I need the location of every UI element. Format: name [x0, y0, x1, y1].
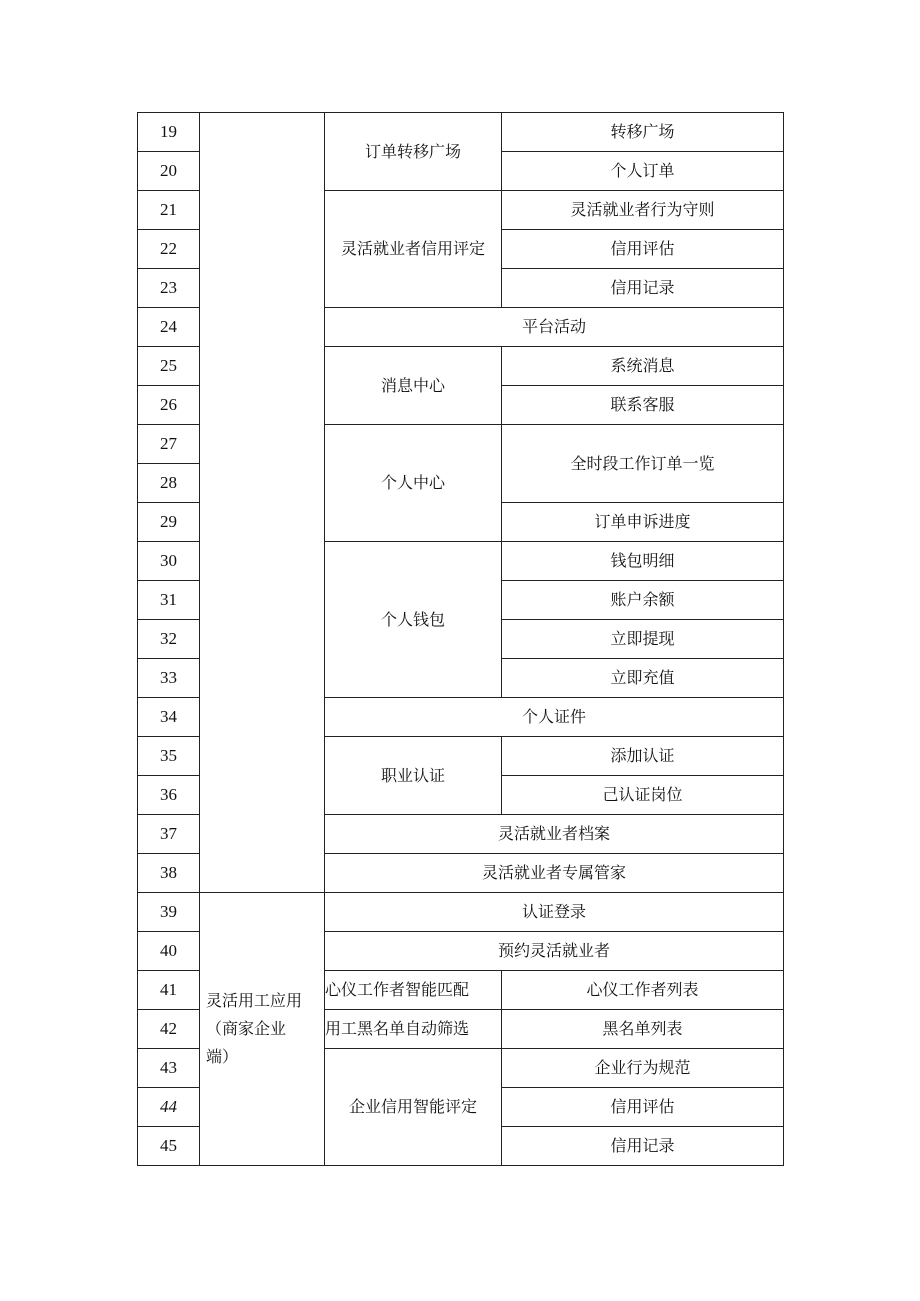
level3-cell: 钱包明细: [502, 542, 784, 581]
merged-cell: 灵活就业者档案: [325, 815, 784, 854]
row-number: 30: [138, 542, 200, 581]
row-number: 29: [138, 503, 200, 542]
level3-cell: 系统消息: [502, 347, 784, 386]
level2-cell: 灵活就业者信用评定: [325, 191, 502, 308]
section-cell-merchant: [200, 893, 325, 1166]
merged-cell: 个人证件: [325, 698, 784, 737]
row-number: 25: [138, 347, 200, 386]
level3-cell: 订单申诉进度: [502, 503, 784, 542]
level3-cell: 心仪工作者列表: [502, 971, 784, 1010]
level3-cell: 灵活就业者行为守则: [502, 191, 784, 230]
level3-cell: 联系客服: [502, 386, 784, 425]
level3-cell: 信用评估: [502, 1088, 784, 1127]
level3-cell: 黑名单列表: [502, 1010, 784, 1049]
row-number: 31: [138, 581, 200, 620]
level3-cell: 信用记录: [502, 269, 784, 308]
merged-cell: 预约灵活就业者: [325, 932, 784, 971]
level3-cell: 企业行为规范: [502, 1049, 784, 1088]
level2-cell: 用工黑名单自动筛选: [325, 1010, 502, 1049]
level3-cell: 立即提现: [502, 620, 784, 659]
row-number: 45: [138, 1127, 200, 1166]
row-number: 23: [138, 269, 200, 308]
row-number: 27: [138, 425, 200, 464]
level2-cell: 个人钱包: [325, 542, 502, 698]
merged-cell: 平台活动: [325, 308, 784, 347]
level3-cell: 信用记录: [502, 1127, 784, 1166]
level2-cell: 心仪工作者智能匹配: [325, 971, 502, 1010]
section-label-line3: 端）: [206, 1047, 239, 1066]
row-number: 39: [138, 893, 200, 932]
row-number: 22: [138, 230, 200, 269]
level3-cell: 信用评估: [502, 230, 784, 269]
level2-cell: 订单转移广场: [325, 113, 502, 191]
row-number: 20: [138, 152, 200, 191]
row-number: 36: [138, 776, 200, 815]
merged-cell: 灵活就业者专属管家: [325, 854, 784, 893]
row-number: 42: [138, 1010, 200, 1049]
row-number: 37: [138, 815, 200, 854]
row-number: 24: [138, 308, 200, 347]
level3-cell: 转移广场: [502, 113, 784, 152]
row-number: 40: [138, 932, 200, 971]
level2-cell: 消息中心: [325, 347, 502, 425]
level2-cell: 个人中心: [325, 425, 502, 542]
row-number: 35: [138, 737, 200, 776]
table-row: [138, 893, 784, 932]
row-number: 34: [138, 698, 200, 737]
row-number: 33: [138, 659, 200, 698]
row-number: 41: [138, 971, 200, 1010]
level3-cell: 添加认证: [502, 737, 784, 776]
level3-cell: 账户余额: [502, 581, 784, 620]
section-label-line1: 灵活用工应用: [206, 991, 303, 1010]
row-number: 19: [138, 113, 200, 152]
section-label-line2: （商家企业: [206, 1019, 287, 1038]
spec-table: [137, 112, 784, 1166]
row-number: 44: [138, 1088, 200, 1127]
level3-cell: 全时段工作订单一览: [502, 425, 784, 503]
merged-cell: 认证登录: [325, 893, 784, 932]
row-number: 26: [138, 386, 200, 425]
row-number: 21: [138, 191, 200, 230]
level3-cell: 立即充值: [502, 659, 784, 698]
row-number: 32: [138, 620, 200, 659]
level2-cell: 职业认证: [325, 737, 502, 815]
section-cell-worker: [200, 113, 325, 893]
level3-cell: 个人订单: [502, 152, 784, 191]
level2-cell: 企业信用智能评定: [325, 1049, 502, 1166]
level3-cell: 己认证岗位: [502, 776, 784, 815]
row-number: 43: [138, 1049, 200, 1088]
row-number: 38: [138, 854, 200, 893]
table-row: [138, 113, 784, 152]
row-number: 28: [138, 464, 200, 503]
